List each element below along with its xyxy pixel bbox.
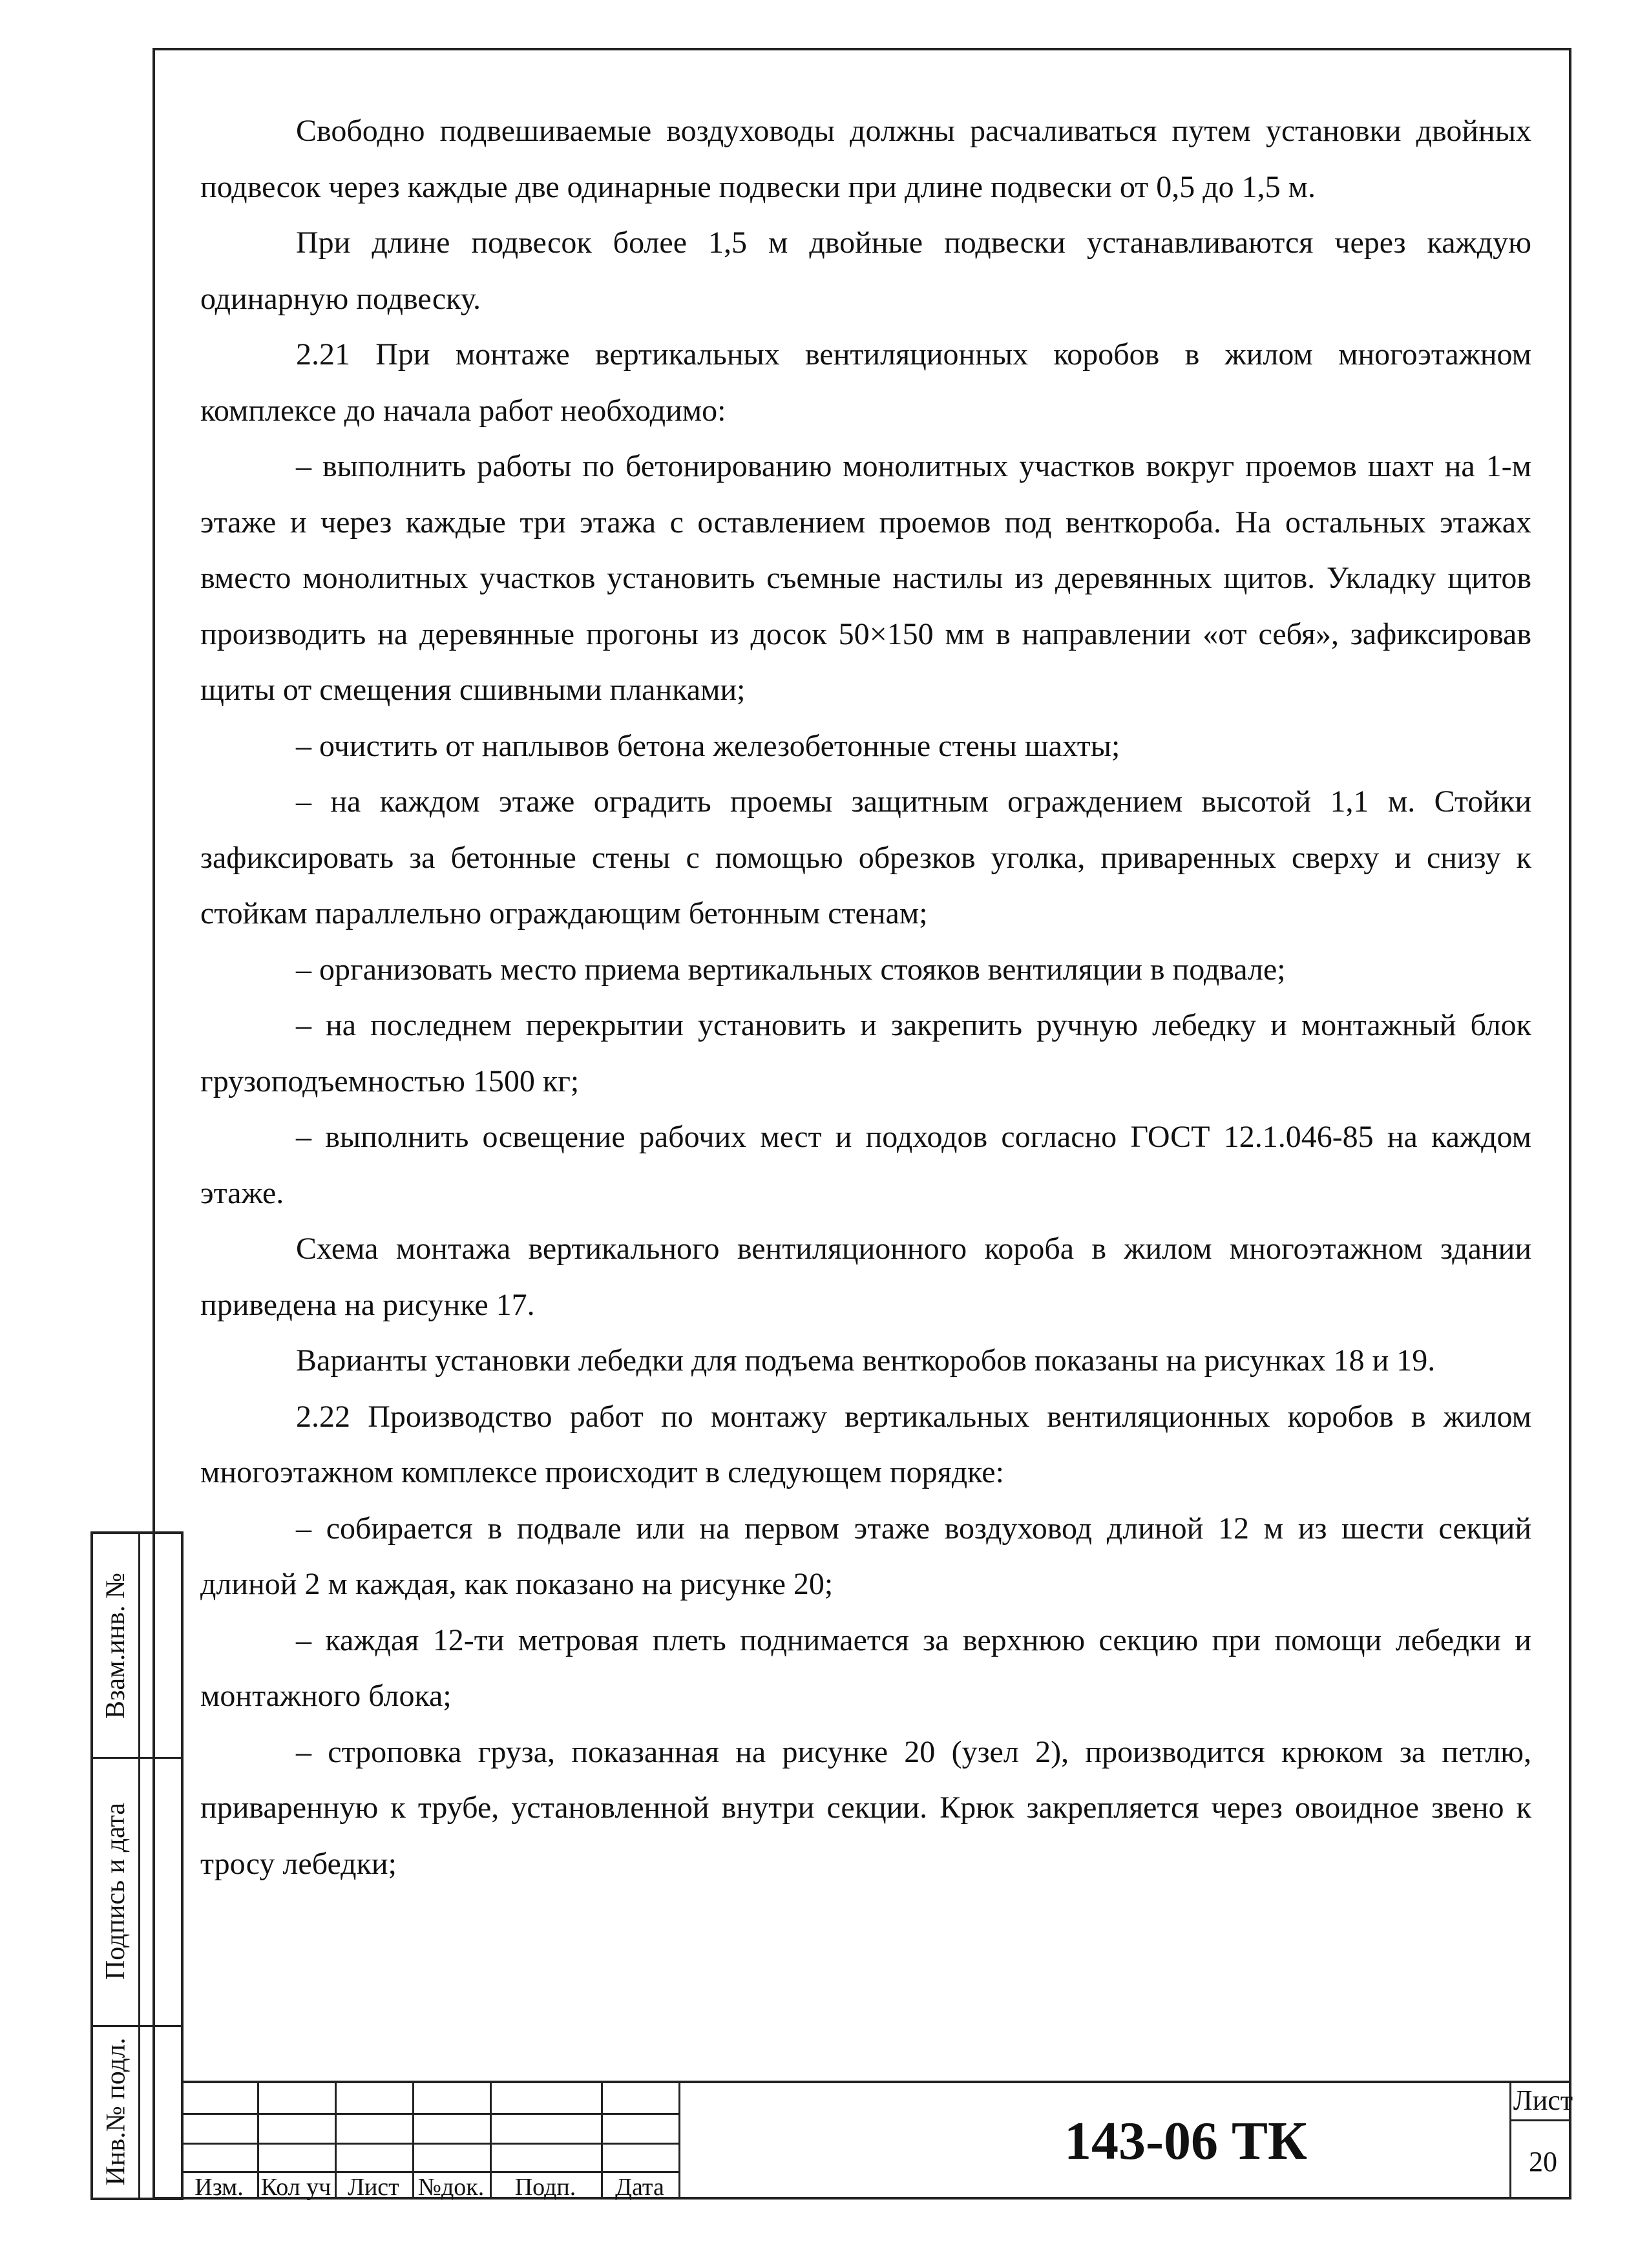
sheet-number: 20: [1529, 2146, 1557, 2178]
header-kol-uch: Кол уч: [260, 2174, 331, 2201]
paragraph: 2.21 При монтаже вертикальных вентиляционных коробов в жилом многоэтажном комплексе до начала работ необходимо:: [200, 337, 1531, 428]
vzam-inv-label: Взам.инв. №: [101, 1572, 131, 1719]
inv-podl-cell: [93, 2025, 138, 2198]
podpis-data-label: Подпись и дата: [101, 1802, 131, 1980]
header-podp: Подп.: [514, 2174, 576, 2201]
inv-podl-label: Инв.№ подл.: [101, 2037, 131, 2185]
list-item: – очистить от наплывов бетона железобетонные стены шахты;: [296, 728, 1120, 763]
podpis-data-cell: [93, 1757, 138, 2025]
document-code: 143-06 ТК: [1064, 2111, 1307, 2171]
title-block-divider: [181, 2143, 678, 2145]
header-data: Дата: [615, 2174, 664, 2201]
list-item: – собирается в подвале или на первом этаже воздуховод длиной 12 м из шести секций длиной 2 м каждая, как показано на рисунке 20;: [200, 1511, 1531, 1601]
title-block-divider: [678, 2083, 680, 2200]
vzam-inv-cell: [93, 1534, 138, 1757]
list-item: – на последнем перекрытии установить и закрепить ручную лебедку и монтажный блок грузоподъемностью 1500 кг;: [200, 1008, 1531, 1098]
paragraph: Варианты установки лебедки для подъема венткоробов показаны на рисунках 18 и 19.: [296, 1343, 1436, 1378]
side-stamp-divider: [138, 1534, 140, 2198]
paragraph: Схема монтажа вертикального вентиляционного короба в жилом многоэтажном здании приведена на рисунке 17.: [200, 1232, 1531, 1322]
list-item: – выполнить работы по бетонированию монолитных участков вокруг проемов шахт на 1-м этаже и через каждые три этажа с оставлением проемов под венткороба. На остальных этажах вместо монолитных участков установить съемные настилы из деревянных щитов. Укладку щитов производить на деревянные прогоны из досок 50×150 мм в направлении «от себя», зафиксировав щиты от смещения сшивными планками;: [200, 449, 1531, 707]
list-item: – строповка груза, показанная на рисунке 20 (узел 2), производится крюком за петлю, приваренную к трубе, установленной внутри секции. Крюк закрепляется через овоидное звено к тросу лебедки;: [200, 1734, 1531, 1881]
list-item: – организовать место приема вертикальных стояков вентиляции в подвале;: [296, 952, 1286, 987]
header-ndok: №док.: [417, 2174, 485, 2201]
title-block: [181, 2081, 1571, 2200]
paragraph: 2.22 Производство работ по монтажу вертикальных вентиляционных коробов в жилом многоэтажном комплексе происходит в следующем порядке:: [200, 1399, 1531, 1489]
header-list: Лист: [348, 2174, 399, 2201]
list-item: – выполнить освещение рабочих мест и подходов согласно ГОСТ 12.1.046-85 на каждом этаже.: [200, 1120, 1531, 1210]
paragraph: Свободно подвешиваемые воздуховоды должны расчаливаться путем установки двойных подвесок через каждые две одинарные подвески при длине подвески от 0,5 до 1,5 м.: [200, 114, 1531, 204]
side-stamp: [90, 1531, 184, 2200]
paragraph: При длине подвесок более 1,5 м двойные подвески устанавливаются через каждую одинарную подвеску.: [200, 226, 1531, 316]
title-block-divider: [181, 2113, 678, 2115]
document-body: [200, 103, 1531, 1892]
sheet-label: Лист: [1513, 2084, 1573, 2116]
header-izm: Изм.: [194, 2174, 244, 2201]
list-item: – каждая 12-ти метровая плеть поднимается за верхнюю секцию при помощи лебедки и монтажного блока;: [200, 1622, 1531, 1713]
list-item: – на каждом этаже оградить проемы защитным ограждением высотой 1,1 м. Стойки зафиксировать за бетонные стены с помощью обрезков уголка, приваренных сверху и снизу к стойкам параллельно ограждающим бетонным стенам;: [200, 784, 1531, 930]
